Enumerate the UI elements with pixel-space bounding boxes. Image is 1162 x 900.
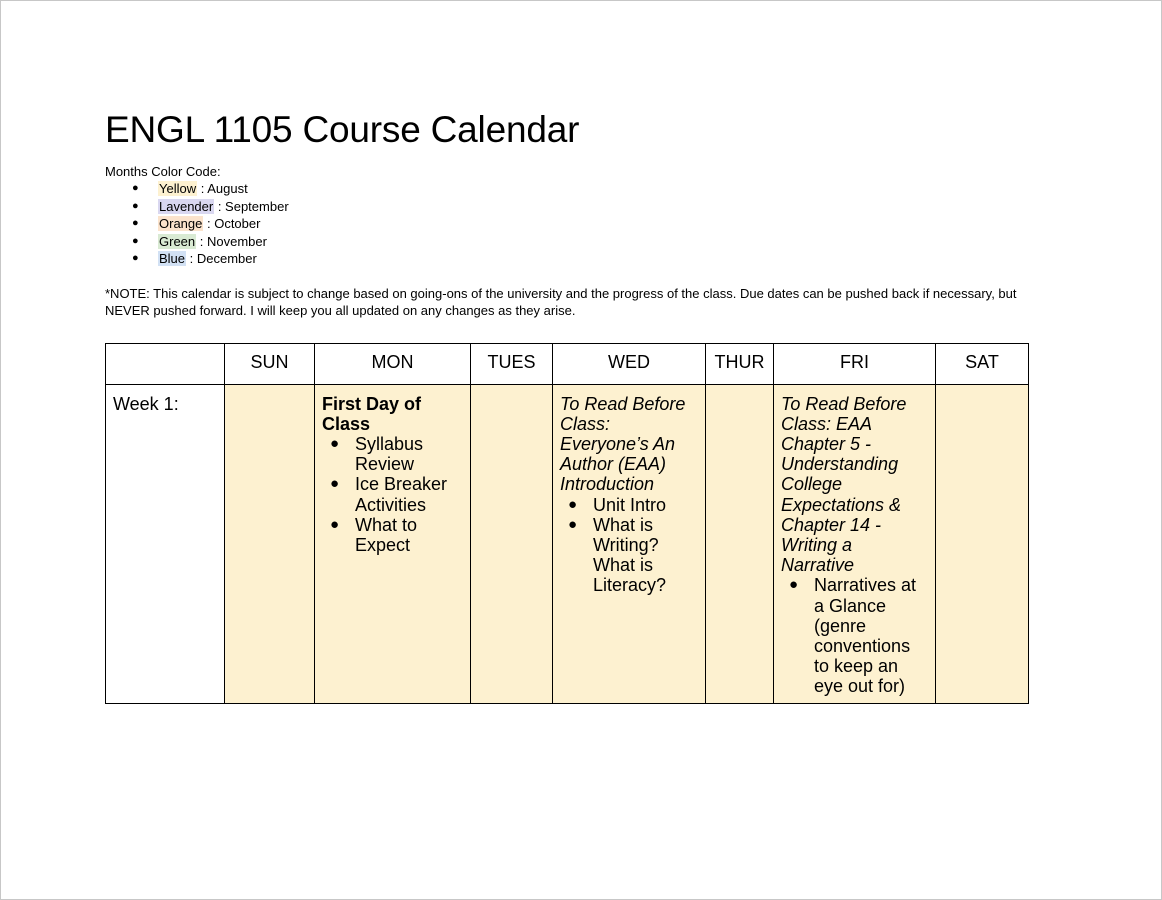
legend-month: : December — [186, 251, 257, 266]
legend-color-name: Green — [159, 233, 196, 249]
header-sun: SUN — [225, 343, 315, 384]
bullet-icon: ● — [568, 495, 578, 513]
bullet-icon: ● — [330, 515, 340, 533]
header-thur: THUR — [706, 343, 774, 384]
fri-heading: To Read Before Class: EAA Chapter 5 - Understanding College Expectations & Chapter 14 - Writing a Narrative — [781, 393, 907, 576]
color-legend — [105, 180, 1045, 268]
header-fri: FRI — [774, 343, 936, 384]
mon-heading: First Day of Class — [322, 393, 422, 434]
calendar-header-row — [106, 343, 1029, 384]
week-1-row — [106, 384, 1029, 703]
bullet-icon: ● — [132, 234, 139, 247]
fri-items — [781, 575, 928, 696]
list-item — [322, 474, 463, 514]
cell-mon — [315, 384, 471, 703]
list-item — [781, 575, 928, 696]
legend-color-name: Yellow — [159, 181, 197, 196]
list-item — [322, 434, 463, 474]
mon-items — [322, 434, 463, 555]
cell-wed — [553, 384, 706, 703]
list-item-text: Ice Breaker Activities — [355, 474, 448, 515]
bullet-icon: ● — [330, 475, 340, 493]
cell-sun — [225, 384, 315, 703]
cell-thur — [706, 384, 774, 703]
bullet-icon: ● — [330, 434, 340, 452]
wed-heading: To Read Before Class: Everyone’s An Author (EAA) Introduction — [560, 393, 686, 495]
legend-item-orange — [105, 215, 1045, 233]
legend-color-name: Orange — [159, 216, 203, 231]
list-item-text: Syllabus Review — [355, 433, 424, 475]
legend-item-lavender — [105, 198, 1045, 216]
cell-fri — [774, 384, 936, 703]
list-item — [560, 515, 698, 596]
legend-color-name: Lavender — [159, 198, 214, 214]
page-title: ENGL 1105 Course Calendar — [105, 109, 580, 150]
week-label: Week 1: — [106, 384, 225, 703]
header-blank — [106, 343, 225, 384]
bullet-icon: ● — [132, 252, 139, 264]
wed-items — [560, 495, 698, 596]
legend-color-name: Blue — [159, 251, 186, 266]
bullet-icon: ● — [132, 182, 139, 194]
list-item-text: What to Expect — [355, 514, 418, 555]
header-tues: TUES — [471, 343, 553, 384]
bullet-icon: ● — [132, 199, 139, 212]
cell-tues — [471, 384, 553, 703]
course-calendar-table — [105, 343, 1029, 704]
calendar-note: *NOTE: This calendar is subject to change based on going-ons of the university and the progress of the class. Due dates can be pushed back if necessary, but NEVER pushed forward. I will keep you all updated on any changes as they arise. — [105, 285, 1017, 318]
header-sat: SAT — [936, 343, 1029, 384]
legend-month: : September — [214, 198, 289, 214]
legend-item-yellow — [105, 180, 1045, 198]
header-wed: WED — [553, 343, 706, 384]
cell-sat — [936, 384, 1029, 703]
legend-month: : November — [196, 233, 267, 249]
bullet-icon: ● — [568, 515, 578, 533]
list-item-text: What is Writing? What is Literacy? — [593, 514, 667, 596]
list-item — [322, 515, 463, 555]
legend-month: : October — [203, 216, 261, 231]
list-item — [560, 495, 698, 515]
header-mon: MON — [315, 343, 471, 384]
document-content — [105, 109, 1045, 704]
legend-item-green — [105, 233, 1045, 251]
list-item-text: Narratives at a Glance (genre conventions to keep an eye out for) — [814, 575, 917, 697]
list-item-text: Unit Intro — [593, 494, 667, 515]
legend-month: : August — [197, 181, 248, 196]
bullet-icon: ● — [132, 217, 139, 229]
legend-item-blue — [105, 250, 1045, 268]
bullet-icon: ● — [789, 576, 799, 594]
legend-heading: Months Color Code: — [105, 164, 221, 179]
